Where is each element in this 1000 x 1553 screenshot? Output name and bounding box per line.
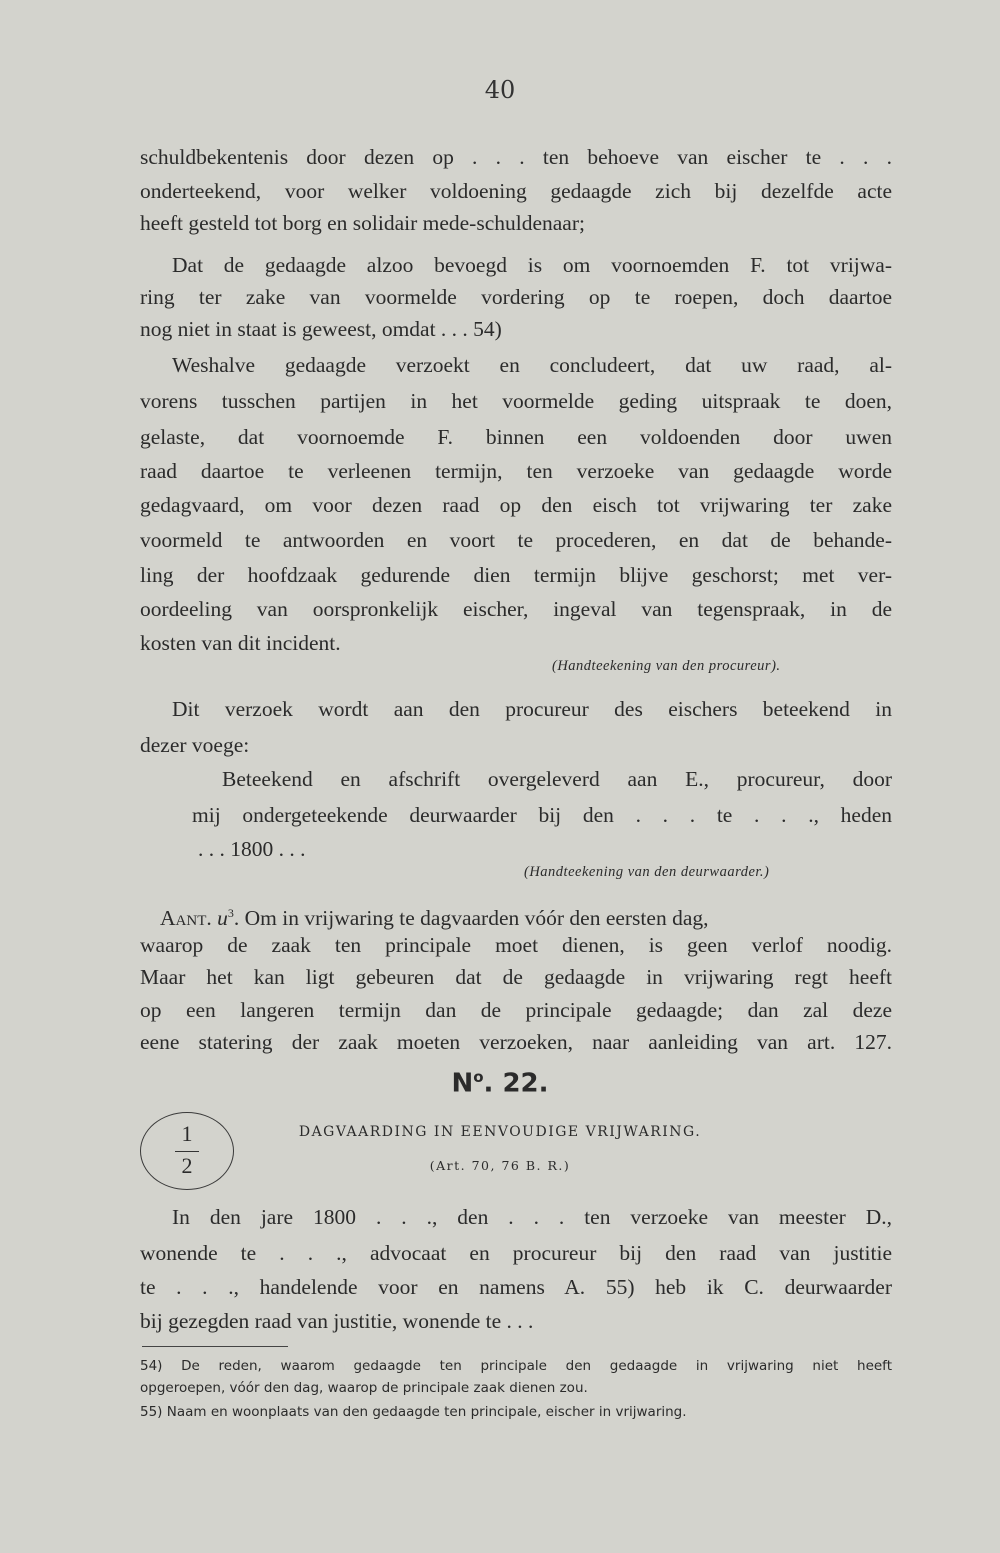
text-line: Dat de gedaagde alzoo bevoegd is om voornoemden F. tot vrijwa- <box>172 253 892 277</box>
stamp-numerator: 1 <box>181 1121 193 1146</box>
circled-fraction-stamp <box>140 1112 234 1190</box>
signature-procureur: (Handteekening van den procureur). <box>552 658 781 674</box>
text-line: Dit verzoek wordt aan den procureur des eischers beteekend in <box>172 697 892 721</box>
text-line: nog niet in staat is geweest, omdat . . . 54) <box>140 317 502 341</box>
annotation-text: Om in vrijwaring te dagvaarden vóór den eersten dag, <box>244 906 709 931</box>
text-line: raad daartoe te verleenen termijn, ten verzoeke van gedaagde worde <box>140 459 892 483</box>
text-line: kosten van dit incident. <box>140 631 341 655</box>
text-line: op een langeren termijn dan de principale gedaagde; dan zal deze <box>140 998 892 1022</box>
annotation-marker-sup: 3 <box>227 906 234 920</box>
text-line: Beteekend en afschrift overgeleverd aan E., procureur, door <box>222 767 892 791</box>
footnote-54-cont: opgeroepen, vóór den dag, waarop de principale zaak dienen zou. <box>140 1380 588 1396</box>
annotation-first-line: Aant. $u^3$. Om in vrijwaring te dagvaarden vóór den eersten dag, <box>160 906 709 931</box>
text-line: onderteekend, voor welker voldoening gedaagde zich bij dezelfde acte <box>140 179 892 203</box>
section-number: $N^o$. 22. <box>451 1068 549 1099</box>
stamp-fraction-bar <box>175 1151 199 1152</box>
text-line: oordeeling van oorspronkelijk eischer, ingeval van tegenspraak, in de <box>140 597 892 621</box>
text-line: Maar het kan ligt gebeuren dat de gedaagde in vrijwaring regt heeft <box>140 965 892 989</box>
section-title: DAGVAARDING IN EENVOUDIGE VRIJWARING. <box>298 1124 702 1140</box>
text-line: eene statering der zaak moeten verzoeken, naar aanleiding van art. 127. <box>140 1030 892 1054</box>
annotation-label: Aant. <box>160 906 212 931</box>
text-line: Weshalve gedaagde verzoekt en concludeert, dat uw raad, al- <box>172 353 892 377</box>
text-line: vorens tusschen partijen in het voormelde geding uitspraak te doen, <box>140 389 892 413</box>
footnote-rule <box>142 1346 288 1347</box>
footnote-54: 54) De reden, waarom gedaagde ten principale den gedaagde in vrijwaring niet heeft <box>140 1358 892 1374</box>
text-line: schuldbekentenis door dezen op . . . ten behoeve van eischer te . . . <box>140 145 892 169</box>
text-line: mij ondergeteekende deurwaarder bij den . . . te . . ., heden <box>192 803 892 827</box>
footnote-55: 55) Naam en woonplaats van den gedaagde ten principale, eischer in vrijwaring. <box>140 1404 687 1420</box>
text-line: bij gezegden raad van justitie, wonende te . . . <box>140 1309 534 1333</box>
text-line: wonende te . . ., advocaat en procureur bij den raad van justitie <box>140 1241 892 1265</box>
signature-deurwaarder: (Handteekening van den deurwaarder.) <box>524 864 770 880</box>
text-line: voormeld te antwoorden en voort te procederen, en dat de behande- <box>140 528 892 552</box>
text-line: heeft gesteld tot borg en solidair mede-schuldenaar; <box>140 211 585 235</box>
text-line: ring ter zake van voormelde vordering op te roepen, doch daartoe <box>140 285 892 309</box>
stamp-denominator: 2 <box>181 1153 193 1178</box>
text-line: waarop de zaak ten principale moet dienen, is geen verlof noodig. <box>140 933 892 957</box>
page-number: 40 <box>484 76 516 104</box>
text-line: In den jare 1800 . . ., den . . . ten verzoeke van meester D., <box>172 1205 892 1229</box>
section-reference: (Art. 70, 76 B. R.) <box>429 1158 571 1173</box>
text-line: gelaste, dat voornoemde F. binnen een voldoenden door uwen <box>140 425 892 449</box>
text-line: dezer voege: <box>140 733 250 757</box>
text-line: . . . 1800 . . . <box>198 837 306 861</box>
text-line: ling der hoofdzaak gedurende dien termijn blijve geschorst; met ver- <box>140 563 892 587</box>
annotation-marker: u <box>217 906 228 931</box>
text-line: gedagvaard, om voor dezen raad op den eisch tot vrijwaring ter zake <box>140 493 892 517</box>
text-line: te . . ., handelende voor en namens A. 55) heb ik C. deurwaarder <box>140 1275 892 1299</box>
